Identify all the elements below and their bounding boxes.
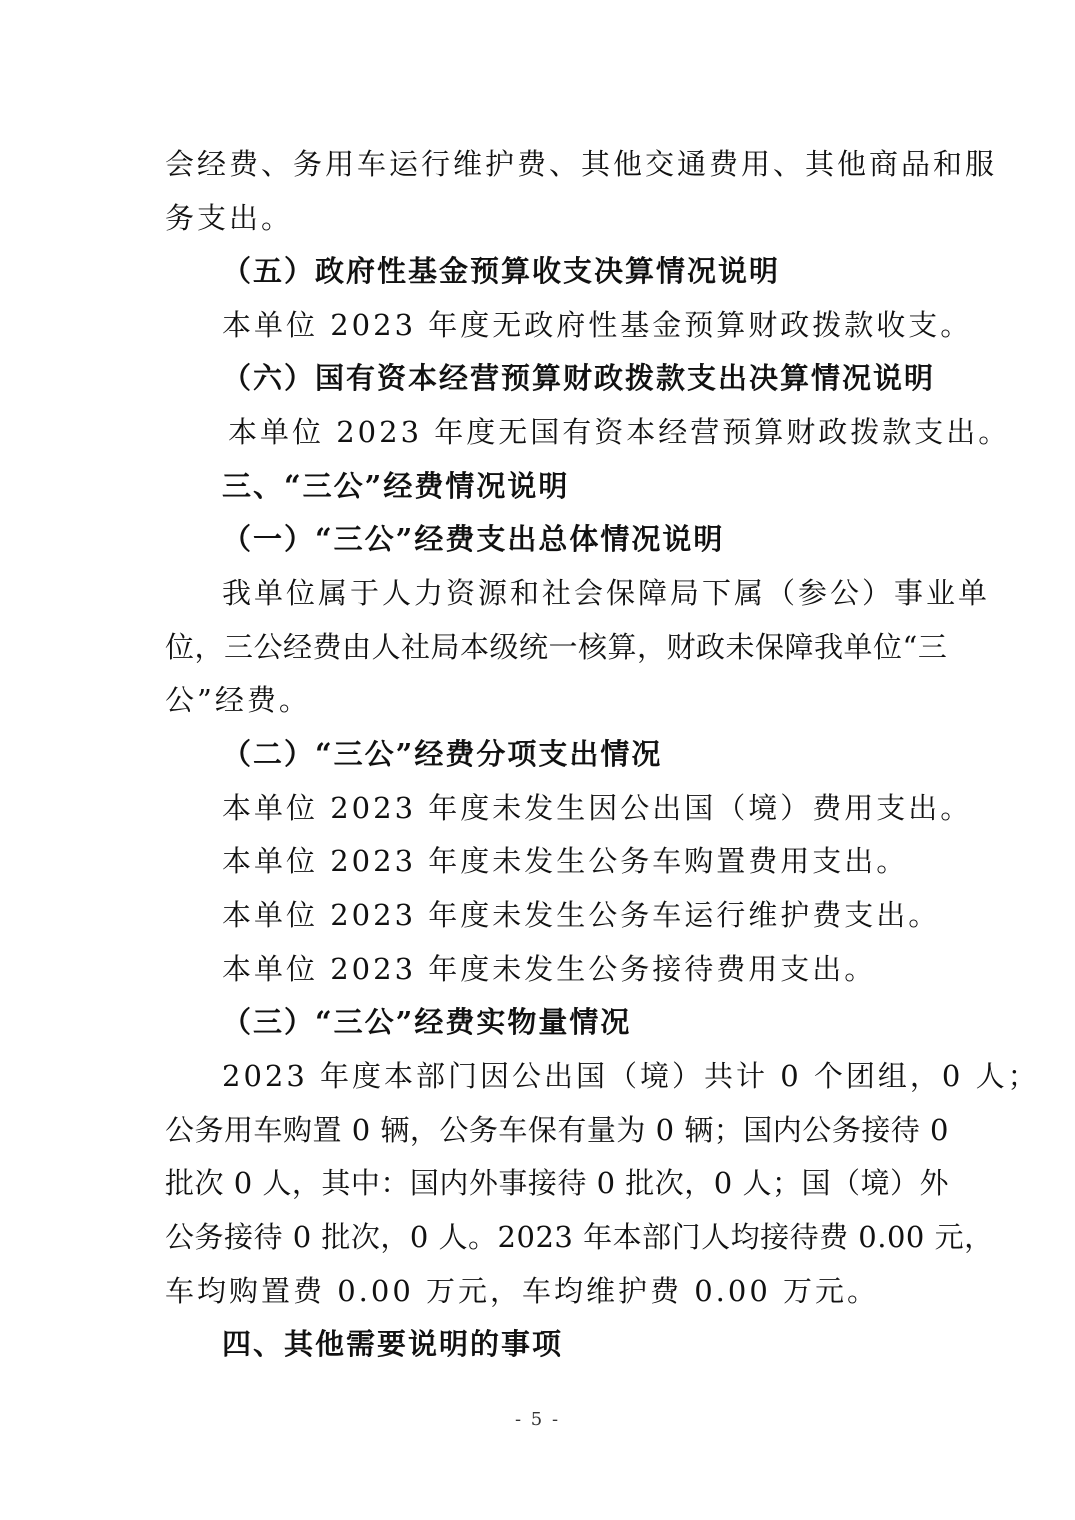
body-text-line: 会经费、务用车运行维护费、其他交通费用、其他商品和服 bbox=[165, 147, 998, 181]
body-text-line: 我单位属于人力资源和社会保障局下属（参公）事业单 bbox=[222, 576, 991, 610]
body-text-line: 本单位 2023 年度无国有资本经营预算财政拨款支出。 bbox=[228, 415, 1011, 449]
body-text-line: 本单位 2023 年度未发生因公出国（境）费用支出。 bbox=[222, 791, 973, 825]
chapter-heading: 三、“三公”经费情况说明 bbox=[222, 469, 570, 503]
body-text-line: 本单位 2023 年度无政府性基金预算财政拨款收支。 bbox=[222, 308, 973, 342]
section-heading: （六）国有资本经营预算财政拨款支出决算情况说明 bbox=[222, 361, 936, 395]
body-text-line: 位，三公经费由人社局本级统一核算，财政未保障我单位“三 bbox=[165, 630, 948, 664]
section-heading: （五）政府性基金预算收支决算情况说明 bbox=[222, 254, 781, 288]
body-text-line: 公务用车购置 0 辆，公务车保有量为 0 辆；国内公务接待 0 bbox=[165, 1113, 949, 1147]
page-number: - 5 - bbox=[514, 1409, 561, 1430]
body-text-line: 务支出。 bbox=[165, 201, 294, 235]
section-heading: （二）“三公”经费分项支出情况 bbox=[222, 737, 663, 771]
section-heading: （一）“三公”经费支出总体情况说明 bbox=[222, 522, 725, 556]
body-text-line: 2023 年度本部门因公出国（境）共计 0 个团组，0 人； bbox=[222, 1059, 1040, 1093]
body-text-line: 批次 0 人，其中：国内外事接待 0 批次，0 人；国（境）外 bbox=[165, 1166, 949, 1200]
body-text-line: 公”经费。 bbox=[165, 683, 311, 717]
chapter-heading: 四、其他需要说明的事项 bbox=[222, 1327, 564, 1361]
section-heading: （三）“三公”经费实物量情况 bbox=[222, 1005, 632, 1039]
body-text-line: 本单位 2023 年度未发生公务车运行维护费支出。 bbox=[222, 898, 941, 932]
body-text-line: 本单位 2023 年度未发生公务接待费用支出。 bbox=[222, 952, 877, 986]
body-text-line: 公务接待 0 批次，0 人。2023 年本部门人均接待费 0.00 元， bbox=[165, 1220, 994, 1254]
body-text-line: 本单位 2023 年度未发生公务车购置费用支出。 bbox=[222, 844, 909, 878]
body-text-line: 车均购置费 0.00 万元，车均维护费 0.00 万元。 bbox=[165, 1274, 880, 1308]
